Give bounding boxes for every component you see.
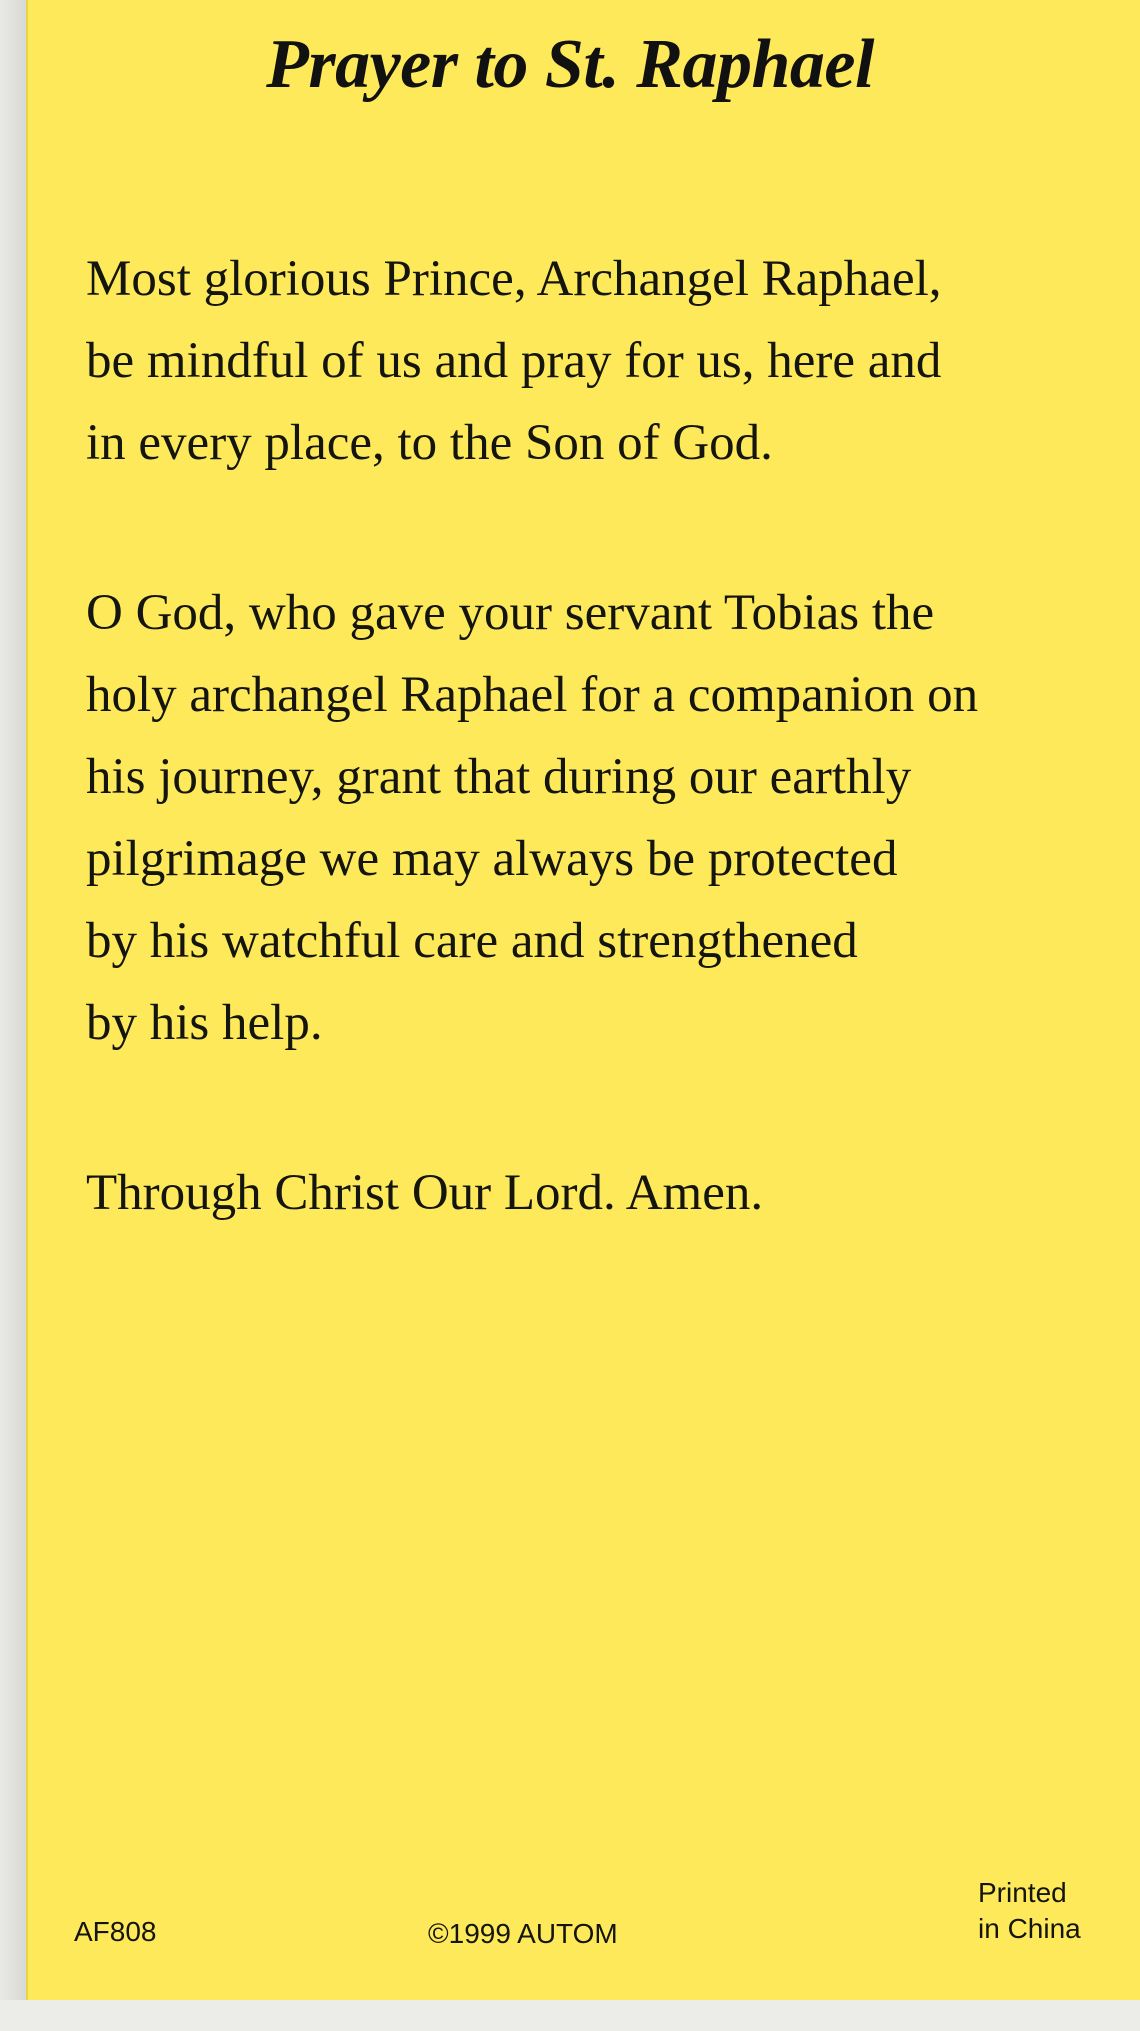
text-line: his journey, grant that during our earthly (86, 749, 912, 805)
text-line: be mindful of us and pray for us, here and (86, 333, 942, 389)
text-line: pilgrimage we may always be protected (86, 831, 898, 887)
text-line: O God, who gave your servant Tobias the (86, 585, 935, 641)
origin-line-1: Printed (978, 1877, 1067, 1908)
text-line: by his watchful care and strengthened (86, 913, 858, 969)
text-line: in every place, to the Son of God. (86, 415, 773, 471)
origin-notice (978, 1875, 1081, 1947)
text-line: Through Christ Our Lord. Amen. (86, 1165, 764, 1221)
card-edge-left (0, 0, 26, 2031)
prayer-paragraph-1 (86, 238, 1096, 484)
prayer-title: Prayer to St. Raphael (266, 26, 874, 103)
origin-line-2: in China (978, 1913, 1081, 1944)
item-code: AF808 (74, 1916, 157, 1947)
text-line: Most glorious Prince, Archangel Raphael, (86, 251, 942, 307)
text-line: holy archangel Raphael for a companion on (86, 667, 979, 723)
card-edge-bottom (0, 2000, 1140, 2031)
text-line: by his help. (86, 995, 323, 1051)
prayer-closing (86, 1152, 1096, 1234)
copyright-notice: ©1999 AUTOM (428, 1918, 618, 1949)
prayer-paragraph-2 (86, 572, 1096, 1064)
